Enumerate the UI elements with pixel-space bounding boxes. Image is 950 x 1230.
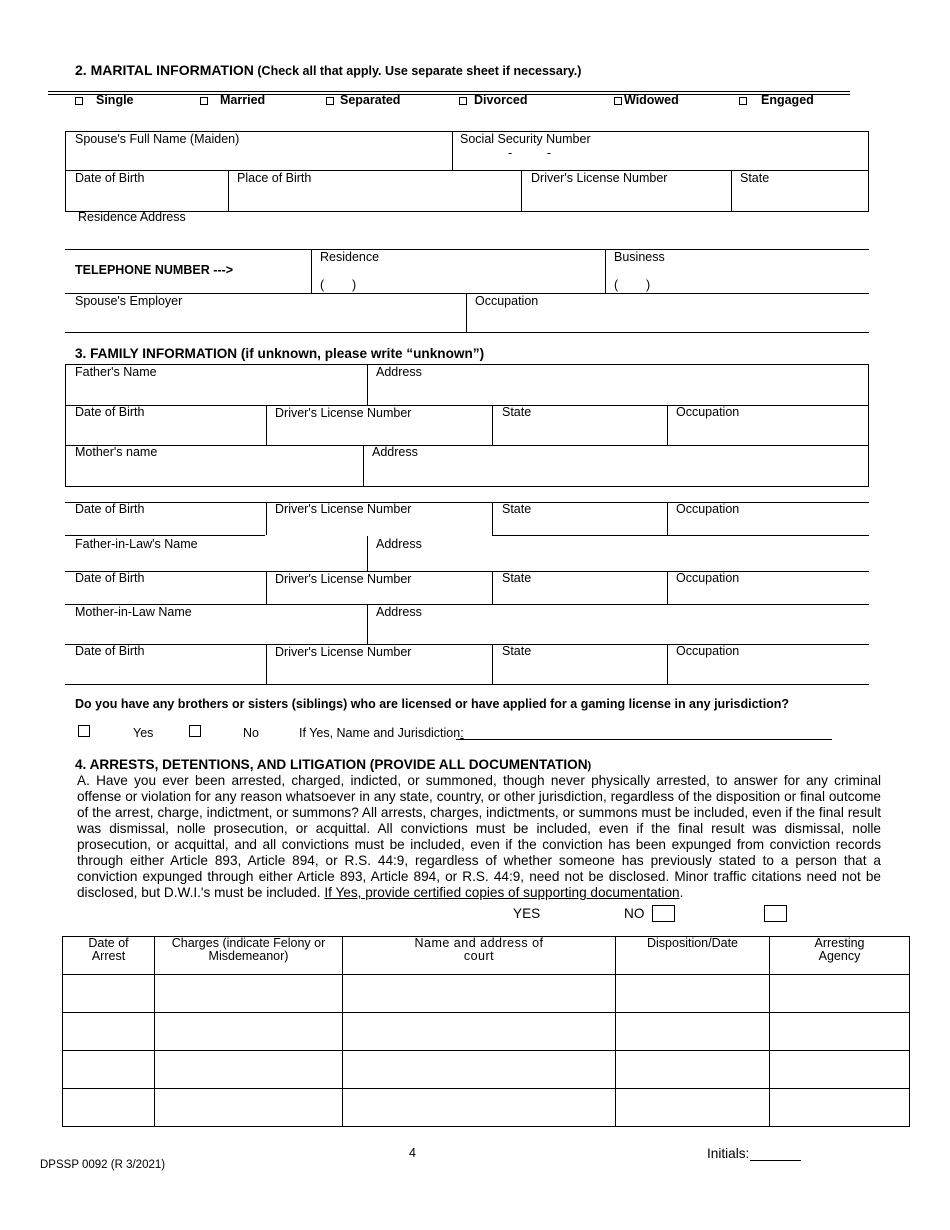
divider xyxy=(48,94,850,95)
residence-phone-field[interactable]: Residence xyxy=(320,250,380,264)
arrests-title: 4. ARRESTS, DETENTIONS, AND LITIGATION (PROVIDE ALL DOCUMENTATION xyxy=(75,757,588,772)
married-checkbox[interactable] xyxy=(200,97,208,105)
divider xyxy=(266,502,267,535)
divider xyxy=(667,644,668,684)
table-cell[interactable] xyxy=(63,1051,155,1089)
father-address-field[interactable]: Address xyxy=(376,365,422,379)
spouse-occupation-field[interactable]: Occupation xyxy=(475,294,539,308)
family-box xyxy=(65,364,869,487)
table-cell[interactable] xyxy=(343,1051,616,1089)
period: . xyxy=(679,885,684,900)
arrests-table xyxy=(62,936,910,1127)
court-header: Name and address of court xyxy=(343,937,616,975)
table-cell[interactable] xyxy=(616,1051,770,1089)
marital-note: (Check all that apply. Use separate sheet if necessary.) xyxy=(257,64,582,78)
table-cell[interactable] xyxy=(770,1051,910,1089)
divider xyxy=(492,535,869,536)
table-cell[interactable] xyxy=(770,975,910,1013)
marital-heading xyxy=(75,62,581,78)
divider xyxy=(452,131,453,170)
divider xyxy=(466,293,467,332)
divider xyxy=(367,604,368,644)
spouse-dob-field[interactable]: Date of Birth xyxy=(75,171,145,185)
mother-license-field[interactable]: Driver's License Number xyxy=(275,502,412,516)
spouse-name-field[interactable]: Spouse's Full Name (Maiden) xyxy=(75,132,240,146)
arresting-agency-header: Arresting Agency xyxy=(770,937,910,975)
residence-address-field[interactable]: Residence Address xyxy=(78,210,186,224)
father-in-law-state-field[interactable]: State xyxy=(502,571,532,585)
ssn-field[interactable]: Social Security Number xyxy=(460,132,591,146)
table-cell[interactable] xyxy=(770,1089,910,1127)
mother-in-law-address-field[interactable]: Address xyxy=(376,605,422,619)
divider xyxy=(667,502,668,535)
separated-label: Separated xyxy=(340,93,401,107)
father-occupation-field[interactable]: Occupation xyxy=(676,405,740,419)
father-in-law-dob-field[interactable]: Date of Birth xyxy=(75,571,145,585)
father-name-field[interactable]: Father's Name xyxy=(75,365,157,379)
father-in-law-license-field[interactable]: Driver's License Number xyxy=(275,572,412,586)
engaged-label: Engaged xyxy=(761,93,814,107)
initials-input[interactable] xyxy=(750,1160,801,1161)
arrests-yes-label: YES xyxy=(513,906,541,921)
divider xyxy=(605,249,606,293)
siblings-jurisdiction-input[interactable] xyxy=(456,739,832,740)
divider xyxy=(367,364,368,405)
table-cell[interactable] xyxy=(770,1013,910,1051)
divider xyxy=(65,571,869,572)
divider xyxy=(492,644,493,684)
divider xyxy=(228,170,229,212)
page-number: 4 xyxy=(409,1146,416,1160)
arrests-yes-checkbox[interactable] xyxy=(652,905,675,922)
table-cell[interactable] xyxy=(155,975,343,1013)
place-of-birth-field[interactable]: Place of Birth xyxy=(237,171,312,185)
table-row xyxy=(63,1089,910,1127)
table-cell[interactable] xyxy=(63,1013,155,1051)
father-dob-field[interactable]: Date of Birth xyxy=(75,405,145,419)
divider xyxy=(65,293,869,294)
table-cell[interactable] xyxy=(616,1013,770,1051)
divider xyxy=(65,332,869,333)
siblings-jurisdiction-label xyxy=(299,726,464,740)
divider xyxy=(363,445,364,487)
arrests-no-label: NO xyxy=(624,906,645,921)
divorced-label: Divorced xyxy=(474,93,528,107)
widowed-label: Widowed xyxy=(624,93,679,107)
single-checkbox[interactable] xyxy=(75,97,83,105)
ssn-separator: - - xyxy=(508,146,552,160)
mother-name-field[interactable]: Mother's name xyxy=(75,445,158,459)
siblings-yes-checkbox[interactable] xyxy=(78,725,90,737)
father-license-field[interactable]: Driver's License Number xyxy=(275,406,412,420)
divider xyxy=(667,571,668,604)
spouse-employer-field[interactable]: Spouse's Employer xyxy=(75,294,183,308)
date-of-arrest-header: Date of Arrest xyxy=(63,937,155,975)
engaged-checkbox[interactable] xyxy=(739,97,747,105)
divider xyxy=(65,684,869,685)
mother-in-law-license-field[interactable]: Driver's License Number xyxy=(275,645,412,659)
table-header-row xyxy=(63,937,910,975)
divider xyxy=(65,644,869,645)
father-in-law-address-field[interactable]: Address xyxy=(376,537,422,551)
spouse-license-field[interactable]: Driver's License Number xyxy=(531,171,668,185)
married-label: Married xyxy=(220,93,266,107)
divider xyxy=(65,502,869,503)
father-in-law-occupation-field[interactable]: Occupation xyxy=(676,571,740,585)
form-id: DPSSP 0092 (R 3/2021) xyxy=(40,1159,166,1171)
siblings-question: Do you have any brothers or sisters (siblings) who are licensed or have applied for a gaming license in any jurisdiction? xyxy=(75,697,790,711)
arrests-title-end: ) xyxy=(587,760,592,772)
arrests-documentation-note: If Yes, provide certified copies of supporting documentation xyxy=(324,885,680,900)
table-cell[interactable] xyxy=(155,1013,343,1051)
siblings-no-checkbox[interactable] xyxy=(189,725,201,737)
mother-state-field[interactable]: State xyxy=(502,502,532,516)
father-state-field[interactable]: State xyxy=(502,405,532,419)
table-cell[interactable] xyxy=(343,1013,616,1051)
divider xyxy=(667,405,668,445)
mother-in-law-dob-field[interactable]: Date of Birth xyxy=(75,644,145,658)
single-label: Single xyxy=(96,93,134,107)
table-cell[interactable] xyxy=(616,1089,770,1127)
business-area-code: ( ) xyxy=(614,278,651,292)
table-row xyxy=(63,975,910,1013)
separated-checkbox[interactable] xyxy=(326,97,334,105)
divider xyxy=(65,405,869,406)
divider xyxy=(65,445,869,446)
mother-in-law-occupation-field[interactable]: Occupation xyxy=(676,644,740,658)
divider xyxy=(266,644,267,684)
table-cell[interactable] xyxy=(343,1089,616,1127)
divider xyxy=(311,249,312,293)
divider xyxy=(48,91,850,92)
arrests-no-checkbox[interactable] xyxy=(764,905,787,922)
divider xyxy=(65,249,869,250)
telephone-label: TELEPHONE NUMBER ---> xyxy=(75,263,233,277)
widowed-checkbox[interactable] xyxy=(614,97,622,105)
residence-area-code: ( ) xyxy=(320,278,357,292)
arrests-paragraph xyxy=(77,773,881,901)
divider xyxy=(521,170,522,212)
arrests-question: A. Have you ever been arrested, charged, indicted, or summoned, though never physically arrested, to answer for any criminal offense or violation for any reason whatsoever in any state, country, or other jurisdiction, regardless of the disposition or final outcome of the arrest, charge, indictment, or summons? All arrests, charges, indictments, or summons must be included, even if the final result was dismissal, nolle prosecution, or acquittal. All convictions must be included, even if the final result was dismissal, nolle prosecution, or acquittal, and all convictions must be included, even if the conviction has been expunged from conviction records through either Article 893, Article 894, or R.S. 44:9, regardless of whether someone has previously stated to a person that a conviction expunged through either Article 893, Article 894, or R.S. 44:9, need not be disclosed. Minor traffic citations need not be disclosed, but D.W.I.'s must be included. xyxy=(77,773,881,900)
father-in-law-name-field[interactable]: Father-in-Law's Name xyxy=(75,537,198,551)
divider xyxy=(367,536,368,571)
divider xyxy=(492,571,493,604)
divider xyxy=(65,535,265,536)
mother-dob-field[interactable]: Date of Birth xyxy=(75,502,145,516)
table-row xyxy=(63,1051,910,1089)
table-row xyxy=(63,1013,910,1051)
mother-in-law-state-field[interactable]: State xyxy=(502,644,532,658)
if-yes-text: If Yes, Name and Jurisdiction xyxy=(299,726,461,740)
mother-occupation-field[interactable]: Occupation xyxy=(676,502,740,516)
arrests-heading xyxy=(75,757,591,772)
marital-title: 2. MARITAL INFORMATION xyxy=(75,62,254,78)
table-cell[interactable] xyxy=(63,975,155,1013)
siblings-yes-label: Yes xyxy=(133,726,154,740)
charges-header: Charges (indicate Felony or Misdemeanor) xyxy=(155,937,343,975)
divider xyxy=(731,170,732,212)
mother-address-field[interactable]: Address xyxy=(372,445,418,459)
siblings-no-label: No xyxy=(243,726,259,740)
divider xyxy=(492,502,493,535)
table-cell[interactable] xyxy=(63,1089,155,1127)
initials-label: Initials: xyxy=(707,1146,750,1161)
family-heading: 3. FAMILY INFORMATION (if unknown, please write “unknown”) xyxy=(75,346,485,361)
table-cell[interactable] xyxy=(155,1089,343,1127)
business-phone-field[interactable]: Business xyxy=(614,250,665,264)
divider xyxy=(266,571,267,604)
table-cell[interactable] xyxy=(343,975,616,1013)
disposition-header: Disposition/Date xyxy=(616,937,770,975)
mother-in-law-name-field[interactable]: Mother-in-Law Name xyxy=(75,605,192,619)
table-cell[interactable] xyxy=(155,1051,343,1089)
divider xyxy=(266,405,267,445)
divider xyxy=(492,405,493,445)
colon: : xyxy=(460,726,464,740)
divorced-checkbox[interactable] xyxy=(459,97,467,105)
table-cell[interactable] xyxy=(616,975,770,1013)
spouse-state-field[interactable]: State xyxy=(740,171,770,185)
